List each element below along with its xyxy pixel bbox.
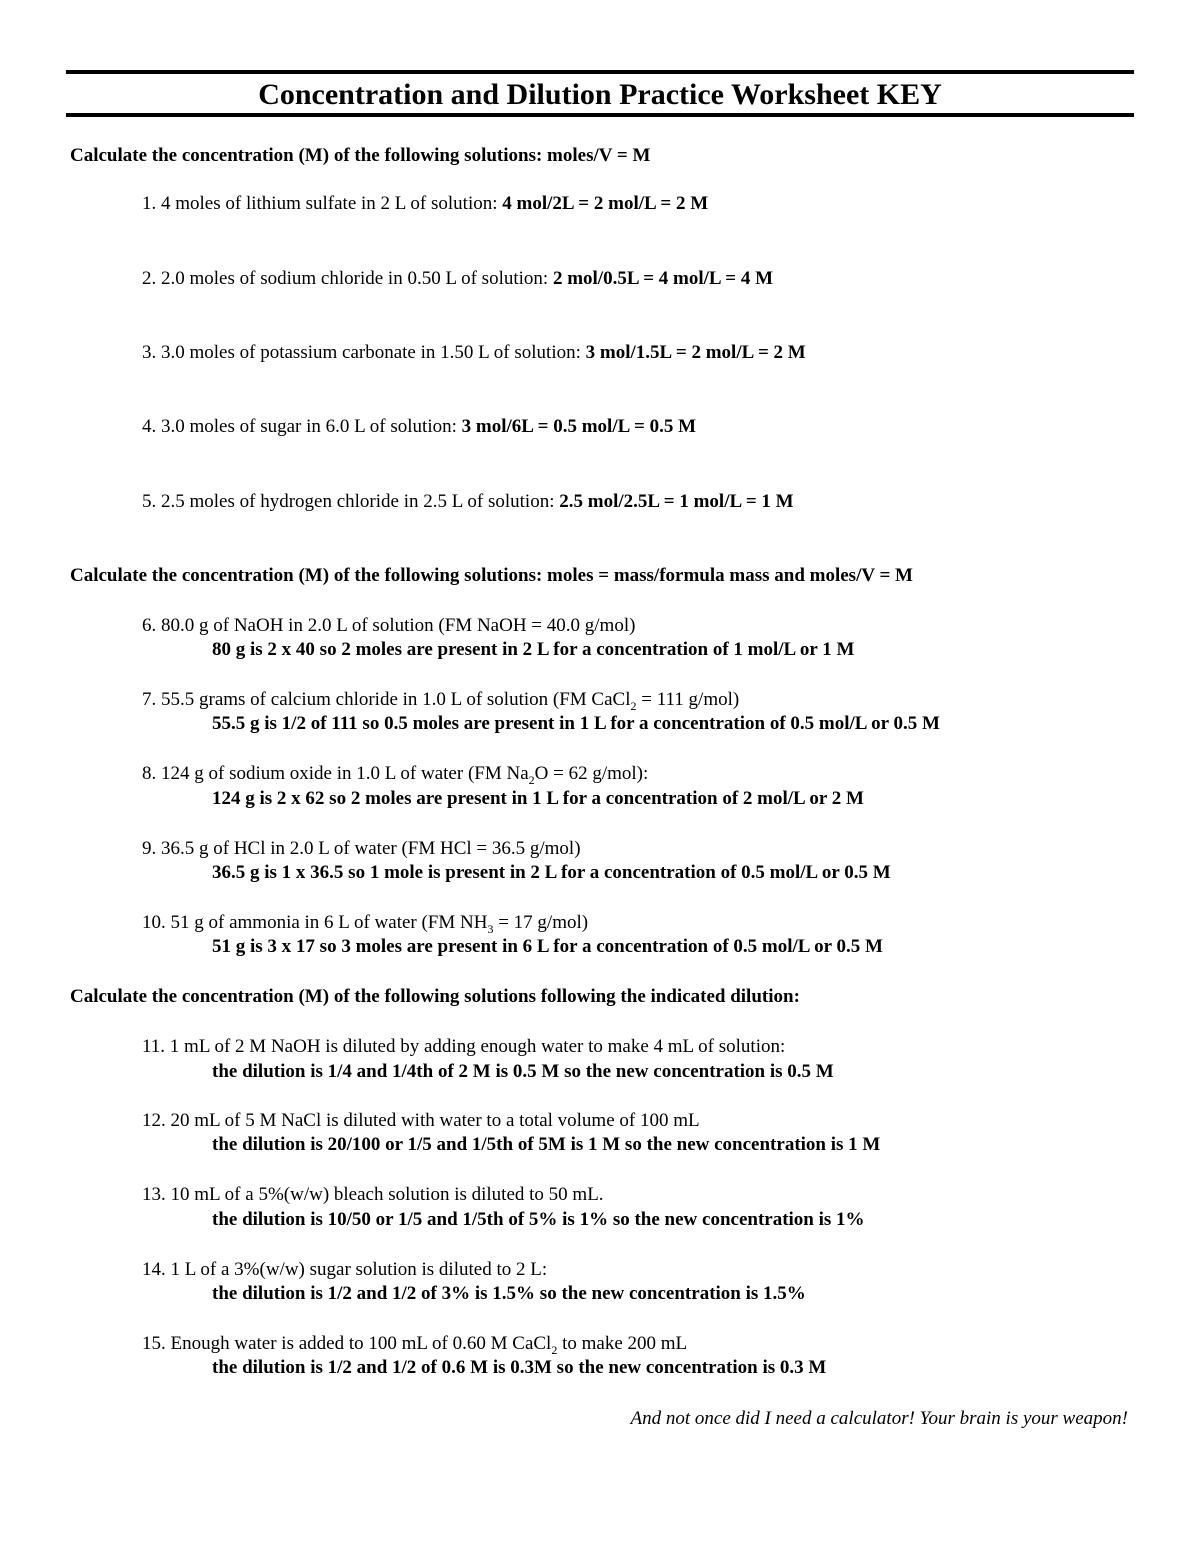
question-text: 4. 3.0 moles of sugar in 6.0 L of solution: — [142, 416, 462, 437]
subscript: 2 — [528, 772, 535, 787]
question-3 — [142, 341, 806, 365]
answer-6: 80 g is 2 x 40 so 2 moles are present in 2 L for a concentration of 1 mol/L or 1 M — [212, 639, 855, 660]
answer-text: 4 mol/2L = 2 mol/L = 2 M — [502, 193, 709, 214]
answer-text: 2.5 mol/2.5L = 1 mol/L = 1 M — [559, 491, 794, 512]
subscript: 3 — [487, 921, 494, 936]
question-4 — [142, 415, 696, 439]
question-6: 6. 80.0 g of NaOH in 2.0 L of solution (FM NaOH = 40.0 g/mol) — [142, 615, 636, 636]
section-heading-molarity: Calculate the concentration (M) of the following solutions: moles/V = M — [70, 145, 651, 166]
question-text: 2. 2.0 moles of sodium chloride in 0.50 L of solution: — [142, 268, 553, 289]
question-text: = 111 g/mol) — [636, 689, 740, 710]
question-text: 15. Enough water is added to 100 mL of 0.60 M CaCl — [142, 1333, 552, 1354]
question-11: 11. 1 mL of 2 M NaOH is diluted by adding enough water to make 4 mL of solution: — [142, 1036, 786, 1057]
answer-10: 51 g is 3 x 17 so 3 moles are present in 6 L for a concentration of 0.5 mol/L or 0.5 M — [212, 936, 883, 957]
question-12: 12. 20 mL of 5 M NaCl is diluted with water to a total volume of 100 mL — [142, 1110, 700, 1131]
closing-remark: And not once did I need a calculator! Your brain is your weapon! — [630, 1408, 1128, 1429]
answer-15: the dilution is 1/2 and 1/2 of 0.6 M is 0.3M so the new concentration is 0.3 M — [212, 1357, 827, 1378]
answer-text: 3 mol/6L = 0.5 mol/L = 0.5 M — [461, 416, 696, 437]
question-text: to make 200 mL — [557, 1333, 688, 1354]
question-text: 7. 55.5 grams of calcium chloride in 1.0 L of solution (FM CaCl — [142, 689, 631, 710]
question-10 — [142, 911, 588, 935]
answer-14: the dilution is 1/2 and 1/2 of 3% is 1.5% so the new concentration is 1.5% — [212, 1283, 806, 1304]
question-15 — [142, 1332, 687, 1356]
question-text: 8. 124 g of sodium oxide in 1.0 L of water (FM Na — [142, 763, 529, 784]
question-5 — [142, 490, 794, 514]
answer-text: 3 mol/1.5L = 2 mol/L = 2 M — [585, 342, 806, 363]
question-9: 9. 36.5 g of HCl in 2.0 L of water (FM HCl = 36.5 g/mol) — [142, 838, 581, 859]
question-text: O = 62 g/mol): — [534, 763, 649, 784]
question-8 — [142, 762, 648, 786]
question-text: 1. 4 moles of lithium sulfate in 2 L of solution: — [142, 193, 503, 214]
question-text: 5. 2.5 moles of hydrogen chloride in 2.5 L of solution: — [142, 491, 560, 512]
question-13: 13. 10 mL of a 5%(w/w) bleach solution is diluted to 50 mL. — [142, 1184, 604, 1205]
subscript: 2 — [630, 698, 637, 713]
answer-12: the dilution is 20/100 or 1/5 and 1/5th of 5M is 1 M so the new concentration is 1 M — [212, 1134, 881, 1155]
answer-11: the dilution is 1/4 and 1/4th of 2 M is 0.5 M so the new concentration is 0.5 M — [212, 1061, 834, 1082]
title-rule-top — [66, 70, 1134, 74]
question-7 — [142, 688, 739, 712]
answer-13: the dilution is 10/50 or 1/5 and 1/5th of 5% is 1% so the new concentration is 1% — [212, 1209, 865, 1230]
question-text: 3. 3.0 moles of potassium carbonate in 1.50 L of solution: — [142, 342, 586, 363]
subscript: 2 — [551, 1342, 558, 1357]
title-rule-bottom — [66, 113, 1134, 117]
answer-text: 2 mol/0.5L = 4 mol/L = 4 M — [552, 268, 774, 289]
answer-9: 36.5 g is 1 x 36.5 so 1 mole is present in 2 L for a concentration of 0.5 mol/L or 0.5 M — [212, 862, 891, 883]
question-2 — [142, 267, 773, 291]
question-1 — [142, 192, 708, 216]
page-title: Concentration and Dilution Practice Worksheet KEY — [258, 78, 942, 111]
question-text: = 17 g/mol) — [493, 912, 589, 933]
question-text: 10. 51 g of ammonia in 6 L of water (FM NH — [142, 912, 488, 933]
section-heading-dilution: Calculate the concentration (M) of the following solutions following the indicated dilution: — [70, 986, 800, 1007]
answer-7: 55.5 g is 1/2 of 111 so 0.5 moles are present in 1 L for a concentration of 0.5 mol/L or 0.5 M — [212, 713, 940, 734]
question-14: 14. 1 L of a 3%(w/w) sugar solution is diluted to 2 L: — [142, 1259, 548, 1280]
section-heading-mass: Calculate the concentration (M) of the following solutions: moles = mass/formula mass and moles/V = M — [70, 565, 913, 586]
answer-8: 124 g is 2 x 62 so 2 moles are present in 1 L for a concentration of 2 mol/L or 2 M — [212, 788, 864, 809]
